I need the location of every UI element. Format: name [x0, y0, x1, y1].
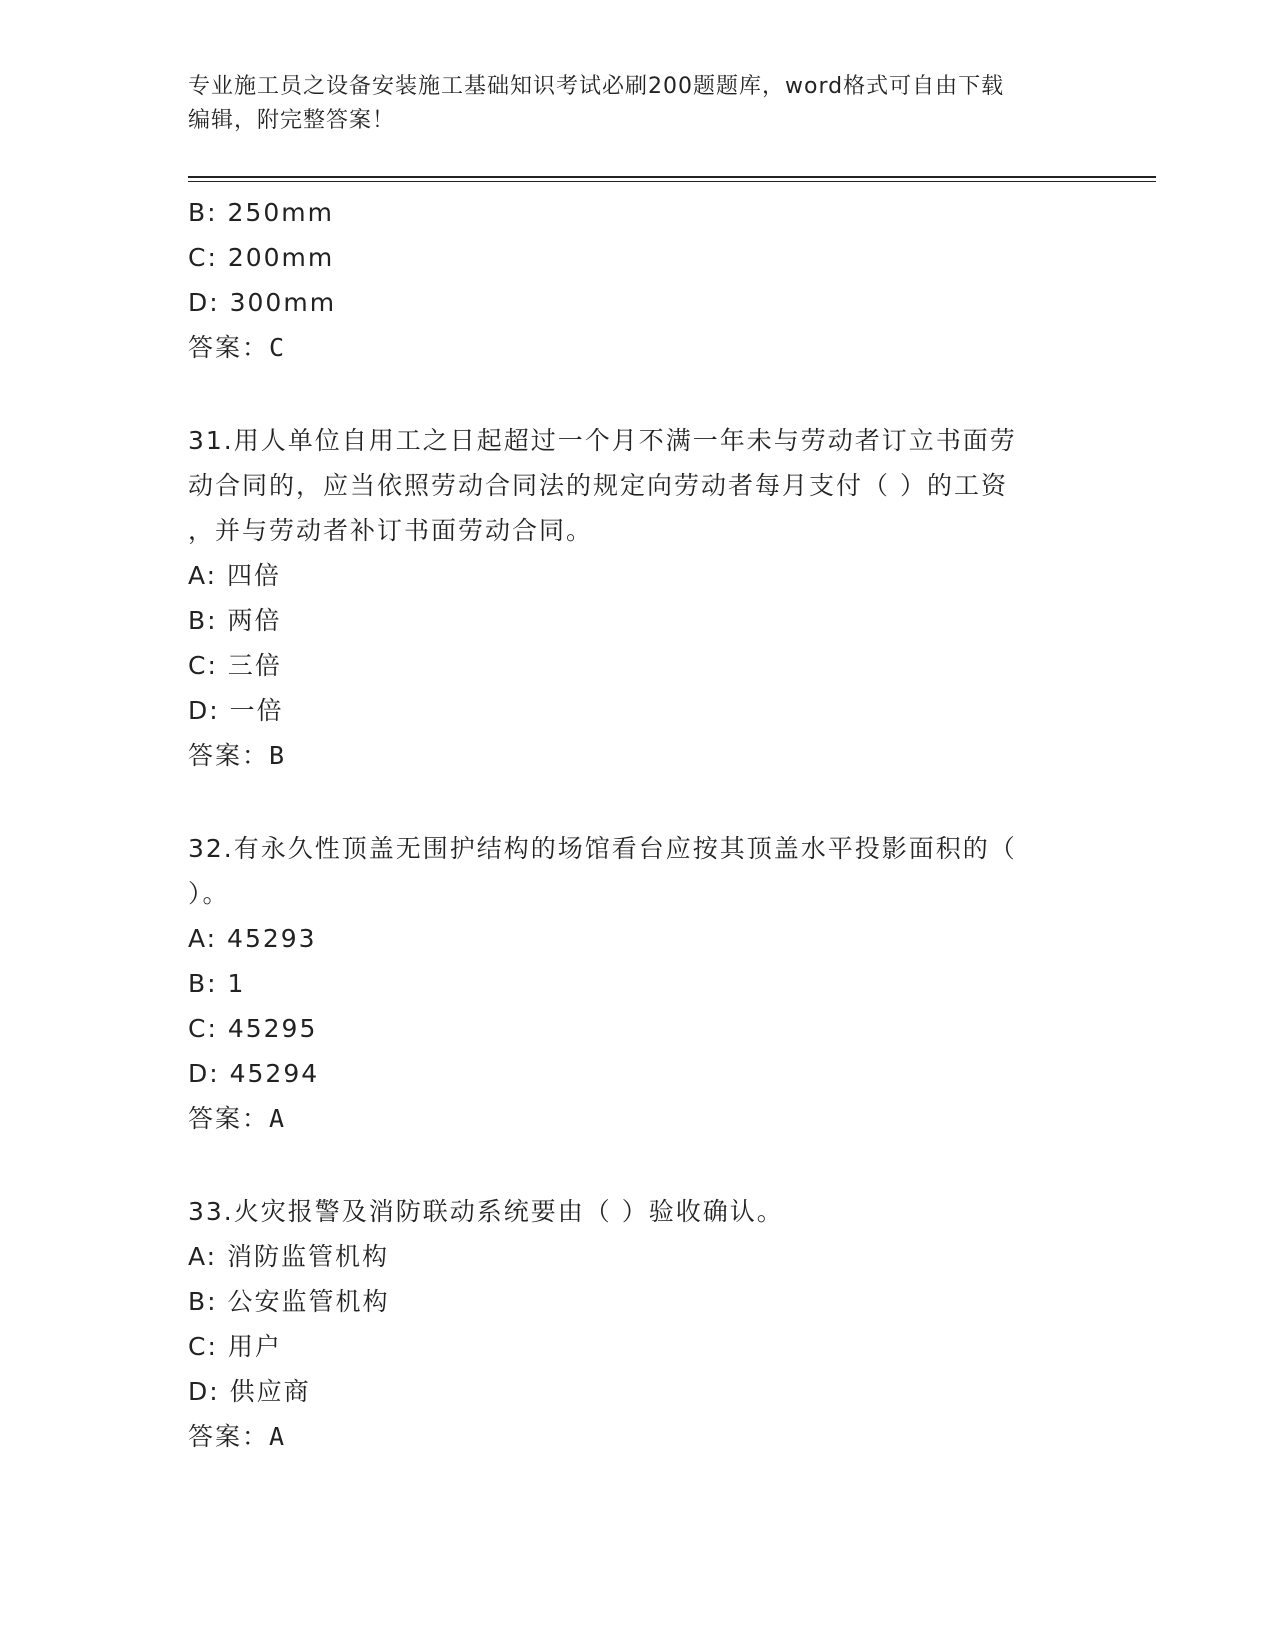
option-c: C: 45295	[188, 1014, 318, 1043]
option-d: D: 供应商	[188, 1377, 311, 1406]
option-a: A: 四倍	[188, 561, 282, 590]
option-d: D: 45294	[188, 1059, 320, 1088]
question-stem-line: ）。	[188, 879, 230, 908]
option-d: D: 一倍	[188, 696, 284, 725]
answer-value: C	[269, 333, 287, 362]
answer-label: 答案：	[188, 1104, 270, 1133]
question-stem-line: 31.用人单位自用工之日起超过一个月不满一年未与劳动者订立书面劳	[188, 426, 1017, 455]
answer-label: 答案：	[188, 1422, 270, 1451]
answer-line	[188, 733, 1088, 778]
header-line-1: 专业施工员之设备安装施工基础知识考试必刷200题题库，word格式可自由下载	[188, 74, 1005, 99]
answer-line	[188, 1414, 1088, 1459]
document-header	[188, 70, 1068, 138]
answer-value: A	[269, 1422, 287, 1451]
question-33	[188, 1189, 1088, 1459]
answer-label: 答案：	[188, 333, 270, 362]
header-divider-thick	[188, 176, 1156, 178]
answer-line	[188, 1096, 1088, 1141]
option-b: B: 公安监管机构	[188, 1287, 390, 1316]
question-list	[188, 190, 1088, 1459]
answer-value: A	[269, 1104, 287, 1133]
option-c: C: 三倍	[188, 651, 282, 680]
question-stem	[188, 418, 1088, 553]
question-stem	[188, 826, 1088, 916]
option-b: B: 250mm	[188, 198, 334, 227]
question-stem-line: ，并与劳动者补订书面劳动合同。	[188, 516, 594, 545]
question-30-tail	[188, 190, 1088, 370]
option-a: A: 消防监管机构	[188, 1242, 390, 1271]
answer-label: 答案：	[188, 741, 270, 770]
option-c: C: 200mm	[188, 243, 335, 272]
option-b: B: 两倍	[188, 606, 282, 635]
question-stem	[188, 1189, 1088, 1234]
header-line-2: 编辑，附完整答案！	[188, 108, 396, 133]
question-stem-line: 33.火灾报警及消防联动系统要由（ ）验收确认。	[188, 1197, 784, 1226]
answer-value: B	[269, 741, 287, 770]
question-stem-line: 32.有永久性顶盖无围护结构的场馆看台应按其顶盖水平投影面积的（	[188, 834, 1017, 863]
question-31	[188, 418, 1088, 778]
option-a: A: 45293	[188, 924, 317, 953]
option-c: C: 用户	[188, 1332, 282, 1361]
header-divider-thin	[188, 181, 1156, 182]
option-d: D: 300mm	[188, 288, 337, 317]
option-b: B: 1	[188, 969, 246, 998]
question-stem-line: 动合同的，应当依照劳动合同法的规定向劳动者每月支付（ ）的工资	[188, 471, 1008, 500]
question-32	[188, 826, 1088, 1141]
answer-line	[188, 325, 1088, 370]
